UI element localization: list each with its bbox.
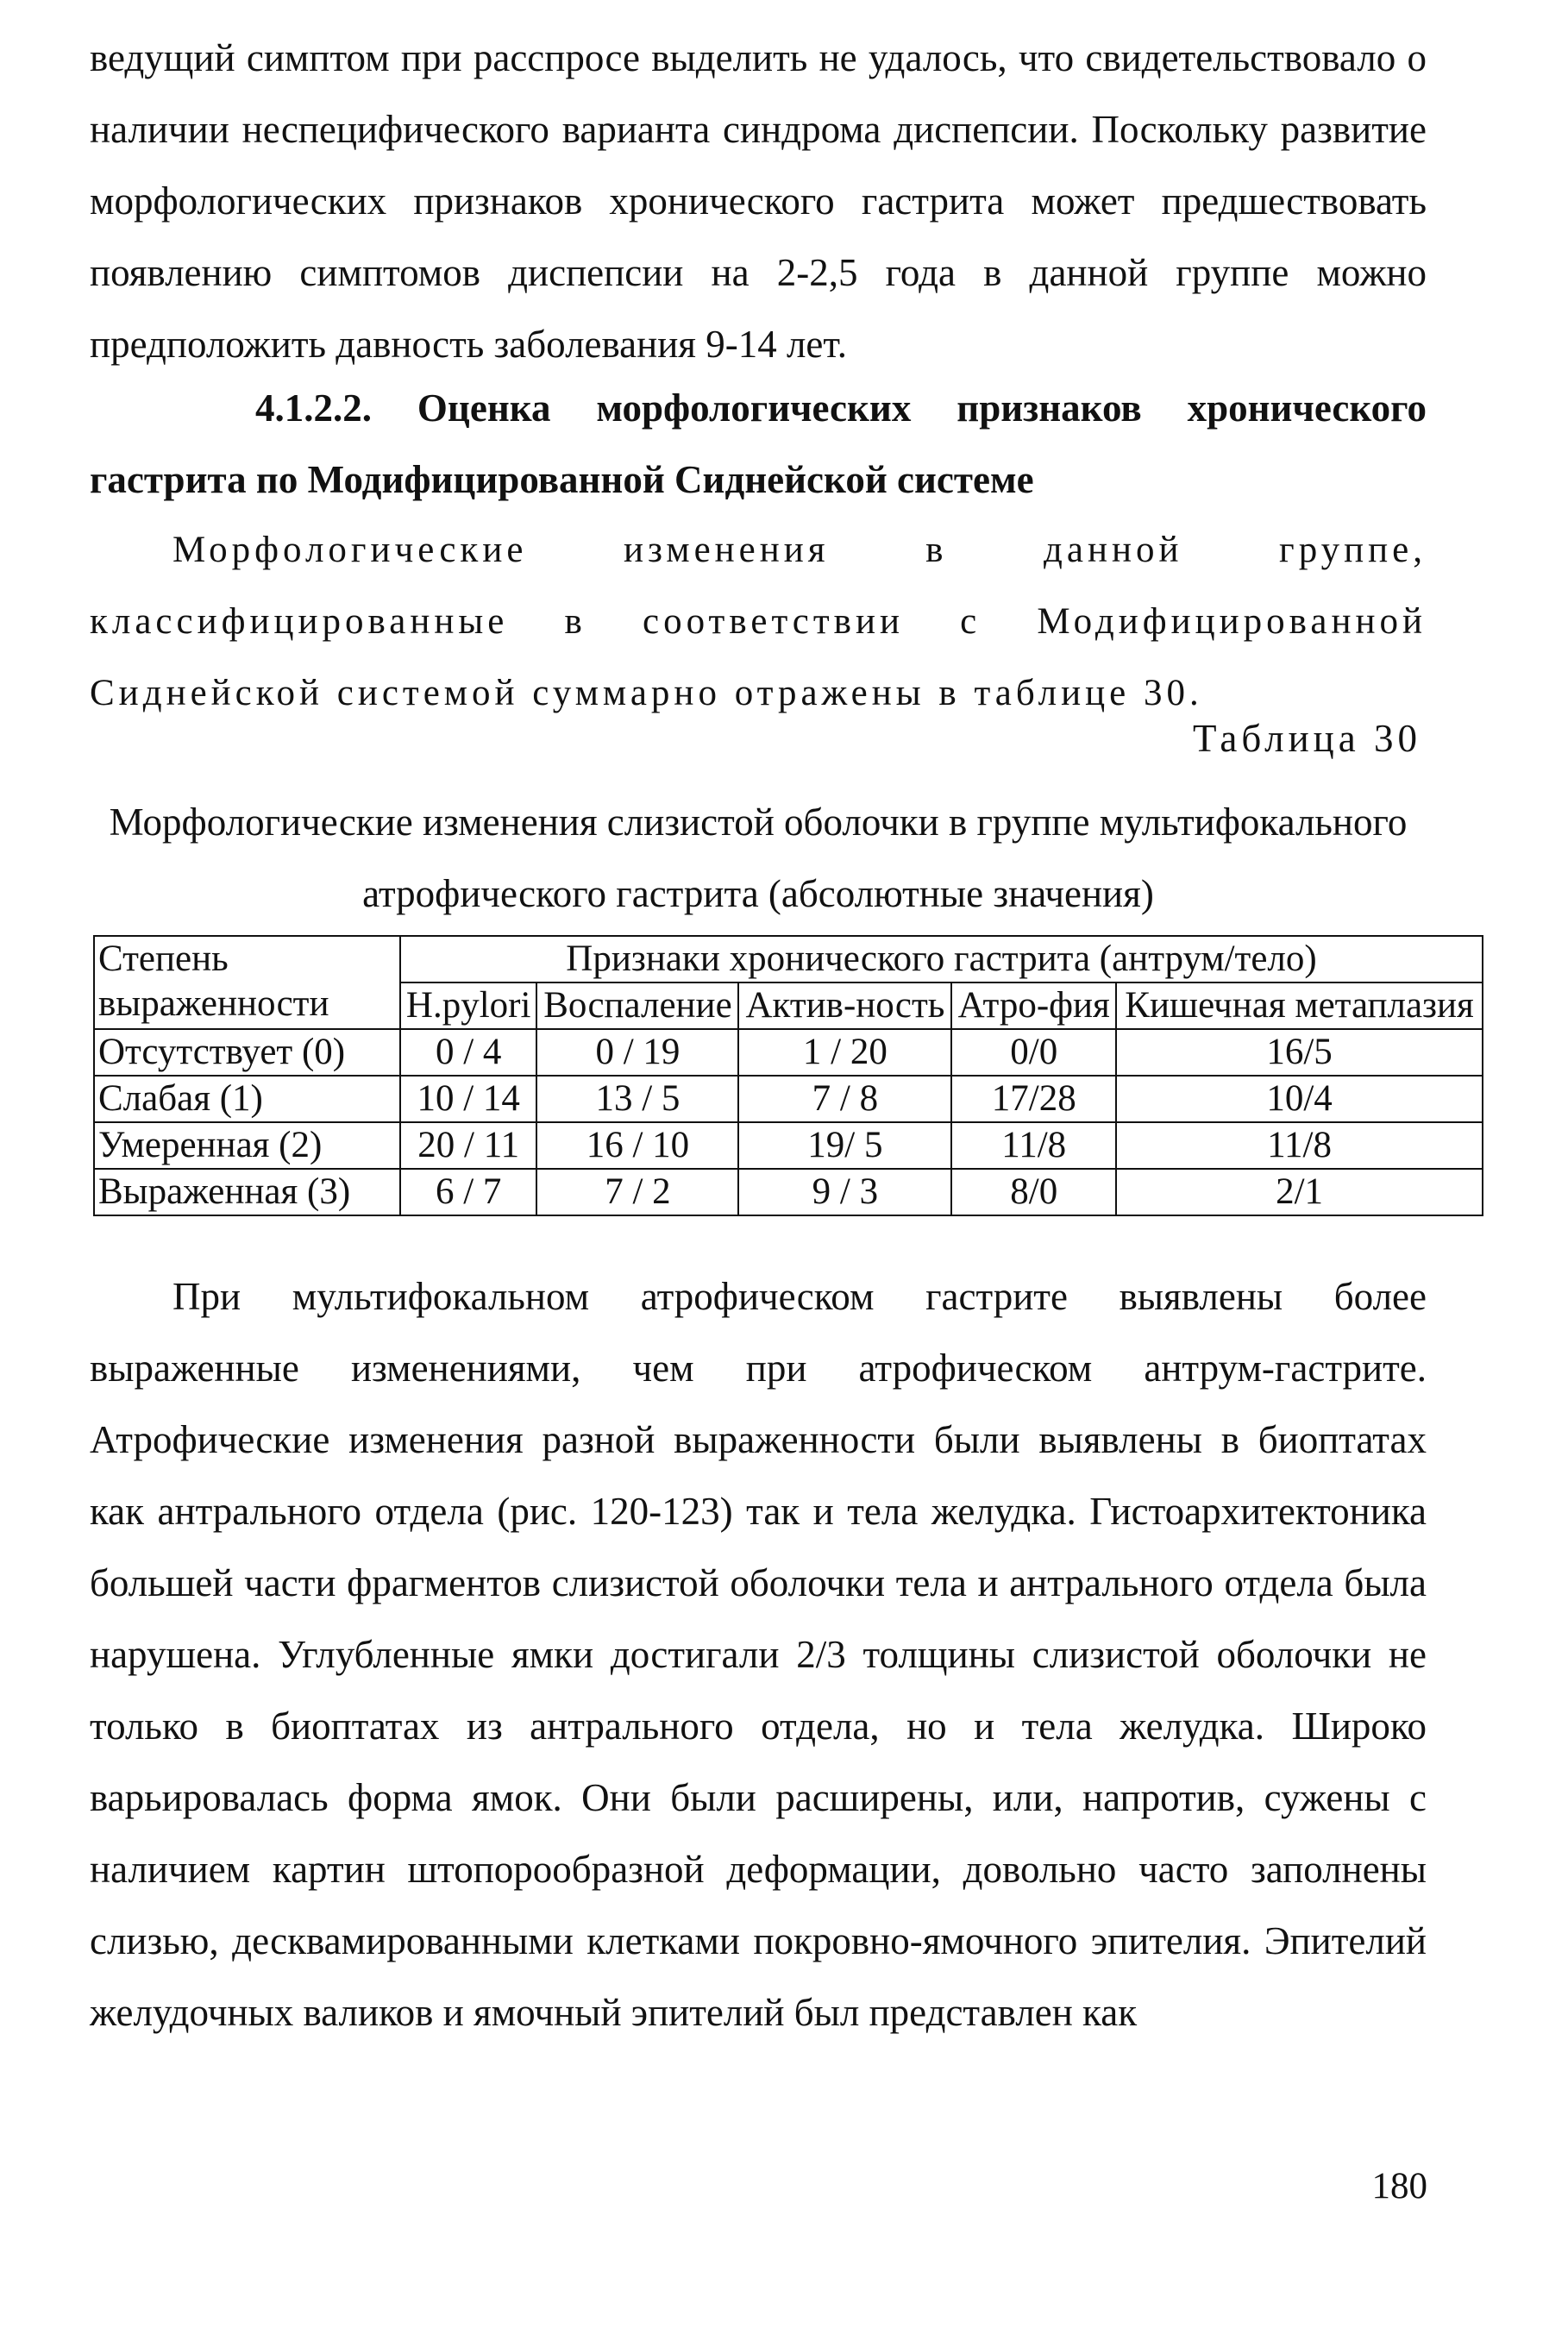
- paragraph-findings: [90, 1261, 1427, 2049]
- table-cell: 16/5: [1116, 1029, 1483, 1076]
- row-label: Умеренная (2): [94, 1122, 400, 1169]
- table-cell: 6 / 7: [400, 1169, 536, 1215]
- column-header-inflammation: Воспаление: [536, 982, 738, 1029]
- page-number: 180: [1371, 2166, 1427, 2207]
- paragraph-table-intro-text: Морфологические изменения в данной группе, классифицированные в соответствии с Модифицированной Сиднейской системой суммарно отражены в таблице 30.: [90, 530, 1427, 713]
- table-cell: 9 / 3: [738, 1169, 951, 1215]
- column-header-hpylori: H.pylori: [400, 982, 536, 1029]
- table-cell: 20 / 11: [400, 1122, 536, 1169]
- row-label: Выраженная (3): [94, 1169, 400, 1215]
- table-row: [94, 1076, 1483, 1122]
- table-cell: 10 / 14: [400, 1076, 536, 1122]
- table-cell: 11/8: [951, 1122, 1116, 1169]
- column-header-metaplasia: Кишечная метаплазия: [1116, 982, 1483, 1029]
- table-cell: 1 / 20: [738, 1029, 951, 1076]
- table-cell: 8/0: [951, 1169, 1116, 1215]
- table-cell: 0 / 4: [400, 1029, 536, 1076]
- table-cell: 10/4: [1116, 1076, 1483, 1122]
- column-header-atrophy: Атро-фия: [951, 982, 1116, 1029]
- table-cell: 7 / 2: [536, 1169, 738, 1215]
- table-cell: 0 / 19: [536, 1029, 738, 1076]
- table-corner-header: Степень выраженности: [94, 936, 400, 1029]
- table-cell: 11/8: [1116, 1122, 1483, 1169]
- table-cell: 0/0: [951, 1029, 1116, 1076]
- column-header-activity: Актив-ность: [738, 982, 951, 1029]
- table-group-header: Признаки хронического гастрита (антрум/тело): [400, 936, 1483, 982]
- section-heading-text: 4.1.2.2. Оценка морфологических признаков хронического гастрита по Модифицированной Сиднейской системе: [90, 386, 1427, 501]
- table-label: Таблица 30: [1193, 717, 1421, 760]
- table-caption: Морфологические изменения слизистой оболочки в группе мультифокального атрофического гастрита (абсолютные значения): [109, 800, 1408, 915]
- section-heading: [90, 373, 1427, 516]
- row-label: Отсутствует (0): [94, 1029, 400, 1076]
- row-label: Слабая (1): [94, 1076, 400, 1122]
- table-cell: 16 / 10: [536, 1122, 738, 1169]
- paragraph-intro: ведущий симптом при расспросе выделить не удалось, что свидетельствовало о наличии неспецифического варианта синдрома диспепсии. Поскольку развитие морфологических признаков хронического гастрита может предшествовать появлению симптомов диспепсии на 2-2,5 года в данной группе можно предположить давность заболевания 9-14 лет.: [90, 36, 1427, 366]
- table-cell: 2/1: [1116, 1169, 1483, 1215]
- table-cell: 13 / 5: [536, 1076, 738, 1122]
- paragraph-findings-text: При мультифокальном атрофическом гастрите выявлены более выраженные изменениями, чем при атрофическом антрум-гастрите. Атрофические изменения разной выраженности были выявлены в биоптатах как антрального отдела (рис. 120-123) так и тела желудка. Гистоархитектоника большей части фрагментов слизистой оболочки тела и антрального отдела была нарушена. Углубленные ямки достигали 2/3 толщины слизистой оболочки не только в биоптатах из антрального отдела, но и тела желудка. Широко варьировалась форма ямок. Они были расширены, или, напротив, сужены с наличием картин штопорообразной деформации, довольно часто заполнены слизью, десквамированными клетками покровно-ямочного эпителия. Эпителий желудочных валиков и ямочный эпителий был представлен как: [90, 1275, 1427, 2034]
- morphology-table: [93, 935, 1483, 1216]
- table-row: [94, 1169, 1483, 1215]
- table-cell: 17/28: [951, 1076, 1116, 1122]
- table-row: [94, 1122, 1483, 1169]
- table-cell: 7 / 8: [738, 1076, 951, 1122]
- paragraph-table-intro: [90, 514, 1427, 729]
- table-row: [94, 1029, 1483, 1076]
- table-cell: 19/ 5: [738, 1122, 951, 1169]
